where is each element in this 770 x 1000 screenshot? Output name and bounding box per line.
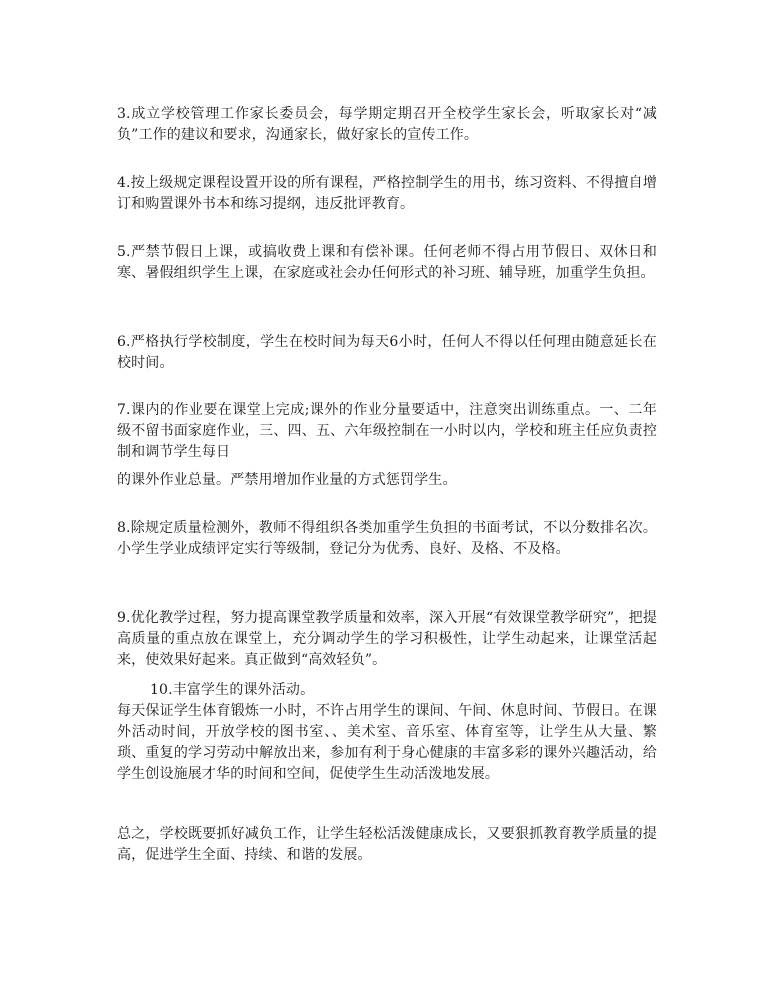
paragraph-7: 7.课内的作业要在课堂上完成;课外的作业分量要适中，注意突出训练重点。一、二年级不留书面家庭作业，三、四、五、六年级控制在一小时以内，学校和班主任应负责控制和调节学生每日 bbox=[117, 402, 657, 460]
paragraph-5: 5.严禁节假日上课，或搞收费上课和有偿补课。任何老师不得占用节假日、双休日和寒、暑假组织学生上课，在家庭或社会办任何形式的补习班、辅导班，加重学生负担。 bbox=[117, 244, 657, 281]
paragraph-7-continued: 的课外作业总量。严禁用增加作业量的方式惩罚学生。 bbox=[117, 472, 457, 488]
paragraph-8: 8.除规定质量检测外，教师不得组织各类加重学生负担的书面考试，不以分数排名次。小学生学业成绩评定实行等级制，登记分为优秀、良好、及格、不及格。 bbox=[117, 520, 657, 557]
paragraph-10 bbox=[117, 680, 657, 785]
paragraph-3: 3.成立学校管理工作家长委员会，每学期定期召开全校学生家长会，听取家长对“减负”工作的建议和要求，沟通家长，做好家长的宣传工作。 bbox=[117, 106, 657, 143]
paragraph-10-heading: 10.丰富学生的课外活动。 bbox=[150, 682, 315, 698]
paragraph-6: 6.严格执行学校制度，学生在校时间为每天6小时，任何人不得以任何理由随意延长在校时间。 bbox=[117, 334, 657, 371]
conclusion-paragraph: 总之，学校既要抓好减负工作，让学生轻松活泼健康成长，又要狠抓教育教学质量的提高，促进学生全面、持续、和谐的发展。 bbox=[117, 826, 657, 863]
paragraph-10-body: 每天保证学生体育锻炼一小时，不许占用学生的课间、午间、休息时间、节假日。在课外活动时间，开放学校的图书室、、美术室、音乐室、体育室等，让学生从大量、繁琐、重复的学习劳动中解放出来，参加有利于身心健康的丰富多彩的课外兴趣活动，给学生创设施展才华的时间和空间，促使学生生动活泼地发展。 bbox=[117, 703, 657, 782]
paragraph-9: 9.优化教学过程，努力提高课堂教学质量和效率，深入开展“有效课堂教学研究”，把提高质量的重点放在课堂上，充分调动学生的学习积极性，让学生动起来，让课堂活起来，使效果好起来。真正做到“高效轻负”。 bbox=[117, 610, 657, 668]
paragraph-4: 4.按上级规定课程设置开设的所有课程，严格控制学生的用书，练习资料、不得擅自增订和购置课外书本和练习提纲，违反批评教育。 bbox=[117, 175, 657, 212]
